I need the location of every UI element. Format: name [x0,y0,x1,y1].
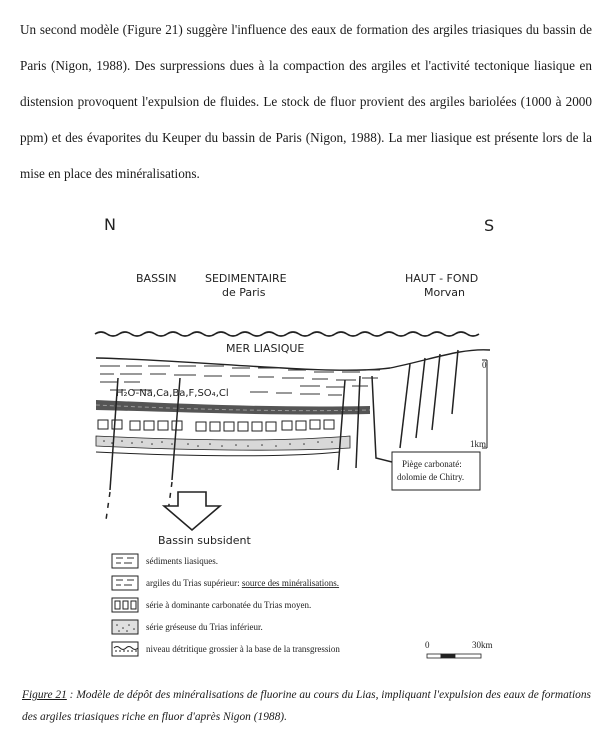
middle-triassic-carbonate [98,420,334,431]
depth-1km: 1km [470,439,487,449]
trap-line-2: dolomie de Chitry. [397,472,465,482]
high-ground-label: HAUT - FOND [405,272,479,285]
sedimentary-label: SEDIMENTAIRE [205,272,287,285]
south-label: S [484,216,495,235]
legend-item-4: série gréseuse du Trias inférieur. [146,622,263,632]
paris-label: de Paris [222,286,266,299]
trap-callout-box [392,452,480,490]
scale-bar [425,640,493,658]
scale-zero: 0 [425,640,430,650]
legend-item-5: niveau détritique grossier à la base de la transgression [146,644,340,654]
north-label: N [104,215,116,234]
lower-triassic-sandstone [96,436,350,450]
legend-source-underlined: source des minéralisations. [241,578,340,588]
legend-item-1: sédiments liasiques. [146,556,218,566]
sea-label: MER LIASIQUE [226,342,305,355]
subsiding-basin-label: Bassin subsident [158,534,251,547]
subsidence-arrow [164,492,220,530]
basin-label: BASSIN [136,272,177,285]
trap-line-1: Piège carbonaté: [402,459,462,469]
upper-triassic-clays [96,400,370,415]
legend-item-2: argiles du Trias supérieur: source des minéralisations. [146,578,340,588]
legend [112,554,340,656]
sea-surface-line [95,332,479,336]
legend-item-3: série à dominante carbonatée du Trias moyen. [146,600,312,610]
figure-caption [22,684,592,728]
morvan-label: Morvan [424,286,465,299]
body-paragraph: Un second modèle (Figure 21) suggère l'influence des eaux de formation des argiles triasiques du bassin de Paris (Nigon, 1988). Des surpressions dues à la compaction des argiles et l'activité tectonique liasique en distension provoquent l'expulsion de fluides. Le stock de fluor provient des argiles bariolées (1000 à 2000 ppm) et des évaporites du Keuper du bassin de Paris (Nigon, 1988). La mer liasique est présente lors de la mise en place des minéralisations. [20,22,592,181]
caption-text: : Modèle de dépôt des minéralisations de fluorine au cours du Lias, impliquant l'expulsion des eaux de formations des argiles triasiques riche en fluor d'après Nigon (1988). [22,689,591,723]
caption-label: Figure 21 [22,689,67,701]
scale-max: 30km [472,640,493,650]
depth-zero: 0 [482,360,487,370]
ions-label: H₂O-Na,Ca,Ba,F,SO₄,Cl [116,388,229,399]
cross-section-figure [0,200,612,680]
